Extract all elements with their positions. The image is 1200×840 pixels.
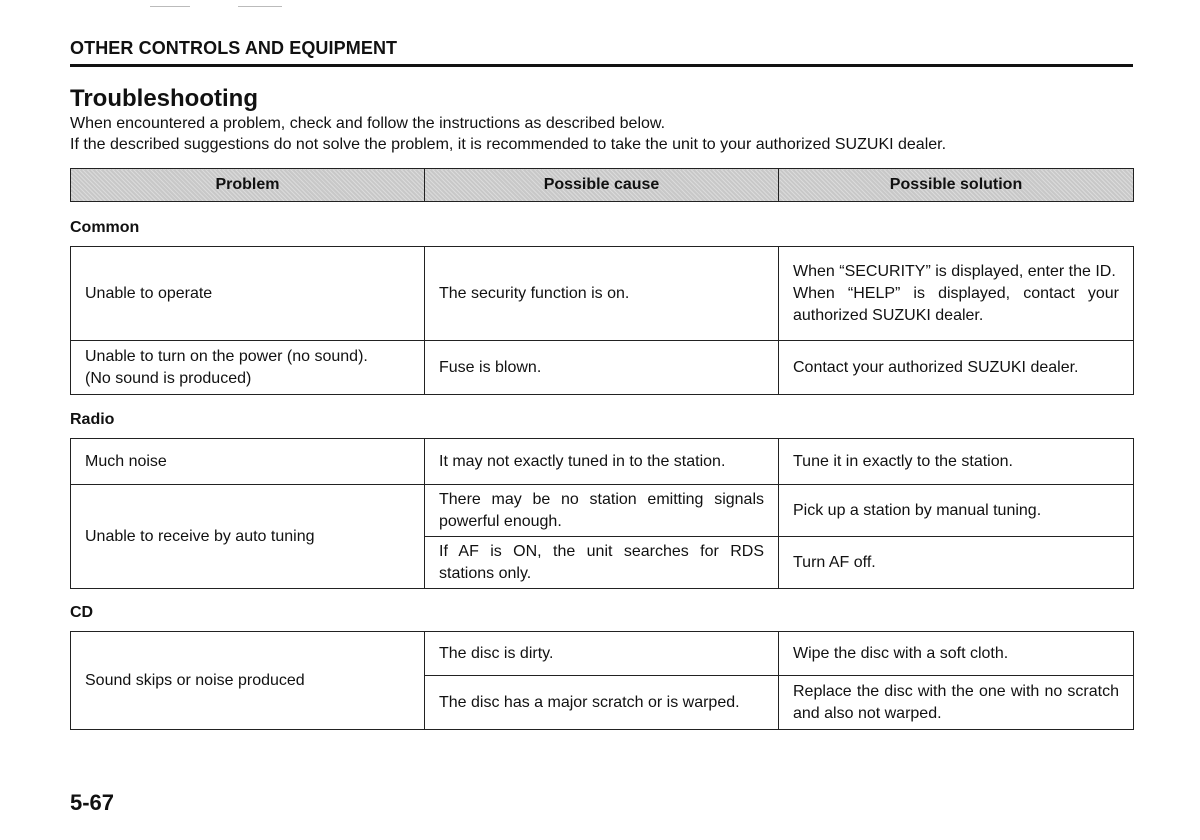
table-row: [71, 632, 1134, 676]
cd-table: [70, 631, 1134, 730]
radio-table: [70, 438, 1134, 589]
cause-cell: The disc is dirty.: [425, 632, 779, 676]
problem-cell: [71, 341, 425, 395]
header-rule: [70, 64, 1133, 67]
table-row: [71, 247, 1134, 341]
page-number: 5-67: [70, 790, 115, 815]
column-header-solution: Possible solution: [779, 169, 1134, 202]
category-label-common: Common: [70, 219, 140, 236]
solution-cell: Pick up a station by manual tuning.: [779, 485, 1134, 537]
solution-cell: Replace the disc with the one with no scratch and also not warped.: [779, 676, 1134, 730]
intro-line-2: If the described suggestions do not solve the problem, it is recommended to take the unit to your authorized SUZUKI dealer.: [70, 136, 947, 153]
cause-cell: There may be no station emitting signals powerful enough.: [425, 485, 779, 537]
column-header-cause: Possible cause: [425, 169, 779, 202]
problem-cell: Much noise: [71, 439, 425, 485]
solution-line: When “SECURITY” is displayed, enter the ID.: [793, 262, 1116, 280]
cause-cell: The security function is on.: [425, 247, 779, 341]
solution-line: When “HELP” is displayed, contact your authorized SUZUKI dealer.: [793, 284, 1119, 324]
category-label-radio: Radio: [70, 411, 115, 428]
table-row: [71, 341, 1134, 395]
problem-line: (No sound is produced): [85, 369, 252, 387]
category-label-cd: CD: [70, 604, 94, 621]
solution-cell: [779, 247, 1134, 341]
problem-cell: Unable to receive by auto tuning: [71, 485, 425, 589]
manual-page: [70, 0, 1133, 840]
page-title: Troubleshooting: [70, 85, 258, 112]
column-header-problem: Problem: [71, 169, 425, 202]
table-row: [71, 485, 1134, 537]
cause-cell: If AF is ON, the unit searches for RDS stations only.: [425, 537, 779, 589]
cause-cell: It may not exactly tuned in to the station.: [425, 439, 779, 485]
section-header: OTHER CONTROLS AND EQUIPMENT: [70, 38, 398, 58]
common-table: [70, 246, 1134, 395]
problem-cell: Unable to operate: [71, 247, 425, 341]
solution-cell: Turn AF off.: [779, 537, 1134, 589]
solution-cell: Wipe the disc with a soft cloth.: [779, 632, 1134, 676]
cause-cell: The disc has a major scratch or is warped.: [425, 676, 779, 730]
problem-cell: Sound skips or noise produced: [71, 632, 425, 730]
table-row: [71, 439, 1134, 485]
cause-cell: Fuse is blown.: [425, 341, 779, 395]
intro-line-1: When encountered a problem, check and follow the instructions as described below.: [70, 115, 666, 132]
problem-line: Unable to turn on the power (no sound).: [85, 347, 368, 365]
column-header-table: [70, 168, 1134, 202]
solution-cell: Contact your authorized SUZUKI dealer.: [779, 341, 1134, 395]
solution-cell: Tune it in exactly to the station.: [779, 439, 1134, 485]
